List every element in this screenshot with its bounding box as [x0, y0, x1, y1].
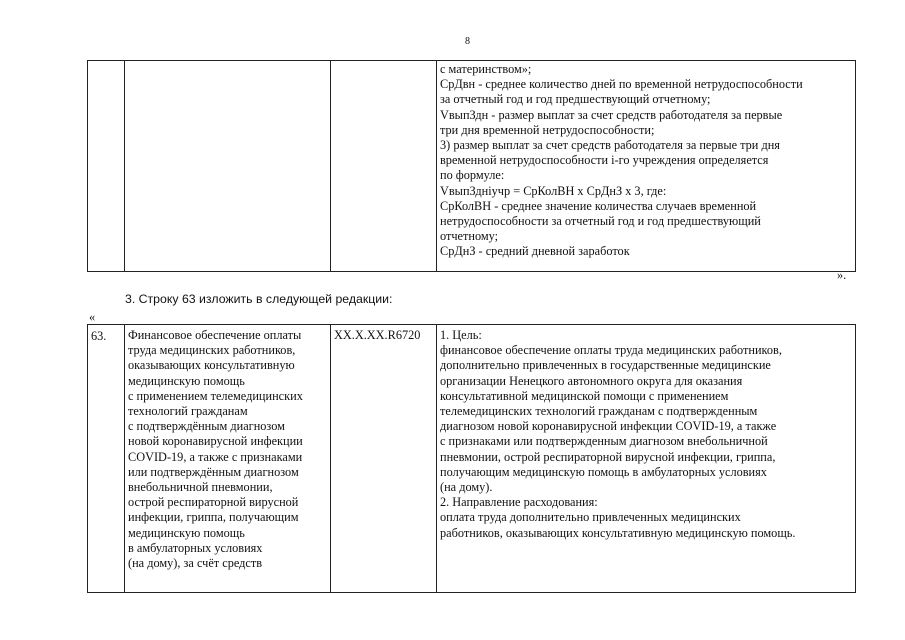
name-line: с подтверждённым диагнозом	[128, 419, 285, 434]
name-line: внебольничной пневмонии,	[128, 480, 273, 495]
description-line: 1. Цель:	[440, 328, 482, 342]
text-line: СрКолВН - среднее значение количества случаев временной	[440, 198, 757, 213]
continuation-table	[87, 60, 856, 272]
name-line: оказывающих консультативную	[128, 358, 295, 373]
description-line: пневмонии, острой респираторной вирусной инфекции, гриппа,	[440, 449, 776, 464]
description-line: (на дому).	[440, 480, 493, 495]
text-line: за отчетный год и год предшествующий отчетному;	[440, 92, 711, 107]
name-line: новой коронавирусной инфекции	[128, 434, 303, 449]
text-line: нетрудоспособности за отчетный год и год предшествующий	[440, 214, 761, 229]
budget-code: XX.X.XX.R6720	[334, 328, 421, 342]
name-line: медицинскую помощь	[128, 525, 245, 540]
amendment-instruction: 3. Строку 63 изложить в следующей редакции:	[125, 292, 393, 306]
text-line: 3) размер выплат за счет средств работодателя за первые три дня	[440, 138, 780, 153]
budget-code-cell	[331, 325, 437, 593]
text-line: VвыпЗднiучр = СрКолВН х СрДнЗ х 3, где:	[440, 183, 667, 198]
name-line: или подтверждённым диагнозом	[128, 464, 299, 479]
description-line: оплата труда дополнительно привлеченных медицинских	[440, 510, 741, 525]
description-line: консультативной медицинской помощи с применением	[440, 388, 729, 403]
text-line: СрДнЗ - средний дневной заработок	[440, 244, 630, 259]
text-line: по формуле:	[440, 168, 505, 183]
name-line: технологий гражданам	[128, 404, 248, 419]
row-number: 63.	[91, 329, 107, 343]
closing-quote: ».	[837, 268, 847, 282]
name-line: инфекции, гриппа, получающим	[128, 510, 299, 525]
text-line: VвыпЗдн - размер выплат за счет средств работодателя за первые	[440, 107, 783, 122]
description-line: получающим медицинскую помощь в амбулаторных условиях	[440, 464, 767, 479]
description-line: организации Ненецкого автономного округа для оказания	[440, 373, 743, 388]
text-line: три дня временной нетрудоспособности;	[440, 122, 655, 137]
empty-name-cell	[125, 61, 331, 272]
description-line: финансовое обеспечение оплаты труда медицинских работников,	[440, 343, 782, 358]
expense-name-cell	[125, 325, 331, 593]
description-cell	[437, 325, 856, 593]
name-line: (на дому), за счёт средств	[128, 556, 263, 571]
table-row	[88, 61, 856, 272]
row-63-table	[87, 324, 856, 593]
text-line: СрДвн - среднее количество дней по временной нетрудоспособности	[440, 77, 803, 92]
description-line: работников, оказывающих консультативную медицинскую помощь.	[440, 525, 796, 540]
description-line: дополнительно привлеченных в государственные медицинские	[440, 358, 771, 373]
name-line: острой респираторной вирусной	[128, 495, 299, 510]
empty-code-cell	[331, 61, 437, 272]
description-line: диагнозом новой коронавирусной инфекции COVID-19, а также	[440, 419, 777, 434]
name-line: с применением телемедицинских	[128, 388, 303, 403]
table-row	[88, 325, 856, 593]
name-line: медицинскую помощь	[128, 373, 245, 388]
text-line: с материнством»;	[440, 62, 532, 76]
text-line: отчетному;	[440, 229, 499, 244]
empty-number-cell	[88, 61, 125, 272]
description-line: телемедицинских технологий гражданам с подтвержденным	[440, 404, 758, 419]
name-line: Финансовое обеспечение оплаты	[128, 328, 302, 342]
description-line: 2. Направление расходования:	[440, 495, 598, 510]
name-line: COVID-19, а также с признаками	[128, 449, 303, 464]
name-line: труда медицинских работников,	[128, 343, 296, 358]
page-number: 8	[465, 36, 470, 47]
row-number-cell	[88, 325, 125, 593]
formula-text-cell	[437, 61, 856, 272]
name-line: в амбулаторных условиях	[128, 540, 263, 555]
opening-quote: «	[89, 310, 96, 324]
description-line: с признаками или подтвержденным диагнозом внебольничной	[440, 434, 768, 449]
text-line: временной нетрудоспособности i-го учреждения определяется	[440, 153, 769, 168]
